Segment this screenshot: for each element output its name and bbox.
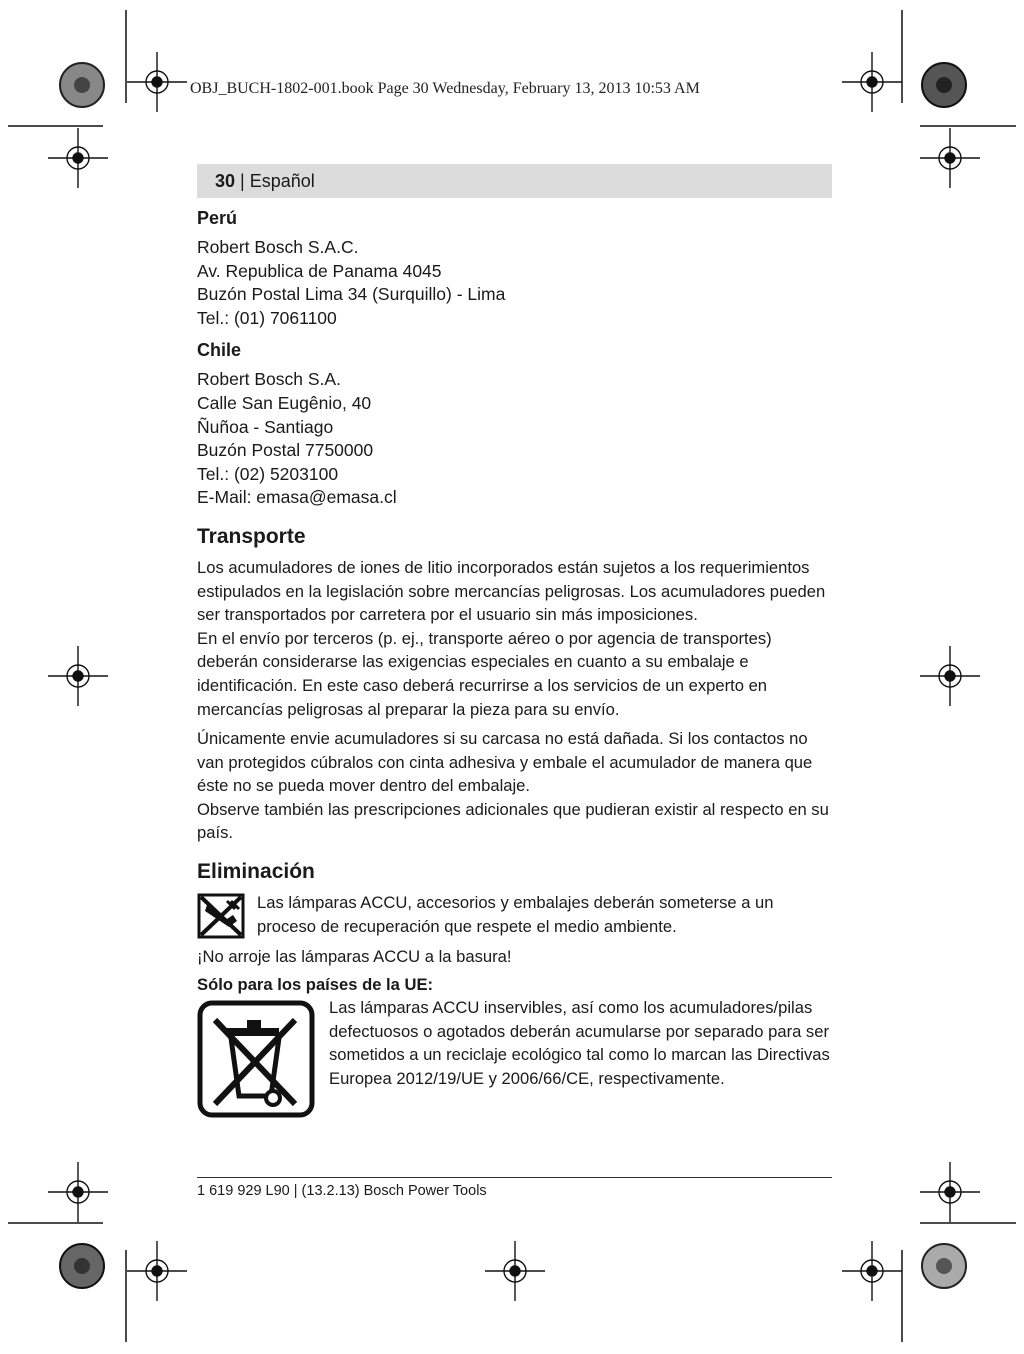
recycling-text: Las lámparas ACCU, accesorios y embalajes deberán someterse a un proceso de recuperación que respete el medio ambiente. — [257, 893, 774, 936]
page-header — [197, 164, 832, 198]
crosshair-target-icon — [920, 1162, 980, 1222]
contact-peru — [197, 206, 833, 330]
crosshair-target-icon — [127, 1241, 187, 1301]
eliminacion-heading: Eliminación — [197, 860, 315, 884]
contact-chile — [197, 338, 833, 510]
address-block — [197, 368, 833, 510]
page-content — [197, 206, 833, 1118]
crosshair-target-icon — [920, 646, 980, 706]
crosshair-target-icon — [48, 128, 108, 188]
transporte-paragraph: Únicamente envie acumuladores si su carcasa no está dañada. Si los contactos no van protegidos cúbralos con cinta adhesiva y embale el acumulador de manera que éste no se pueda mover dentro del embalaje. — [197, 729, 813, 796]
crosshair-target-icon — [127, 52, 187, 112]
address-block — [197, 236, 833, 330]
page-footer: 1 619 929 L90 | (13.2.13) Bosch Power Tools — [197, 1183, 487, 1199]
header-separator: | — [235, 170, 250, 191]
crosshair-target-icon — [48, 646, 108, 706]
country-heading: Perú — [197, 208, 238, 228]
address-line: Buzón Postal Lima 34 (Surquillo) - Lima — [197, 284, 506, 305]
address-line: Av. Republica de Panama 4045 — [197, 260, 442, 281]
address-line: Tel.: (02) 5203100 — [197, 463, 339, 484]
transporte-paragraph: Los acumuladores de iones de litio incorporados están sujetos a los requerimientos estipulados en la legislación sobre mercancías peligrosas. Los acumuladores pueden ser transportados por carretera por el usuario sin más imposiciones. — [197, 557, 826, 625]
address-line: Robert Bosch S.A.C. — [197, 237, 359, 257]
crossed-out-tool-icon — [197, 893, 245, 939]
transporte-heading: Transporte — [197, 524, 306, 548]
eu-row — [197, 996, 833, 1118]
address-line: Tel.: (01) 7061100 — [197, 307, 337, 328]
transporte-paragraph: Observe también las prescripciones adicionales que pudieran existir al respecto en su país. — [197, 799, 829, 843]
print-slug-line: OBJ_BUCH-1802-001.book Page 30 Wednesday, February 13, 2013 10:53 AM — [190, 80, 700, 97]
address-line: Calle San Eugênio, 40 — [197, 392, 372, 413]
country-heading: Chile — [197, 340, 242, 361]
page-number: 30 — [215, 170, 236, 191]
address-line: Ñuñoa - Santiago — [197, 416, 334, 437]
eu-heading: Sólo para los países de la UE: — [197, 974, 434, 994]
transporte-paragraph: En el envío por terceros (p. ej., transporte aéreo o por agencia de transportes) deberán considerarse las exigencias especiales en cuanto a su embalaje e identificación. En este caso deberá recurrirse a los servicios de un experto en mercancías peligrosas al preparar la pieza para su envío. — [197, 628, 772, 719]
crosshair-target-icon — [842, 1241, 902, 1301]
warning-text: ¡No arroje las lámparas ACCU a la basura! — [197, 947, 512, 967]
email-line: E-Mail: emasa@emasa.cl — [197, 487, 397, 508]
address-line: Robert Bosch S.A. — [197, 369, 341, 390]
eu-text: Las lámparas ACCU inservibles, así como los acumuladores/pilas defectuosos o agotados deberán acumularse por separado para ser sometidos a un reciclaje ecológico tal como lo marcan las Directivas Europea 2012/19/UE y 2006/66/CE, respectivamente. — [329, 998, 830, 1089]
recycling-row — [197, 891, 833, 939]
crossed-out-wheelie-bin-icon — [197, 1000, 315, 1118]
crosshair-target-icon — [920, 128, 980, 188]
crosshair-target-icon — [485, 1241, 545, 1301]
footer-rule — [197, 1177, 832, 1178]
header-language: Español — [249, 170, 315, 191]
crosshair-target-icon — [842, 52, 902, 112]
address-line: Buzón Postal 7750000 — [197, 440, 374, 461]
crosshair-target-icon — [48, 1162, 108, 1222]
